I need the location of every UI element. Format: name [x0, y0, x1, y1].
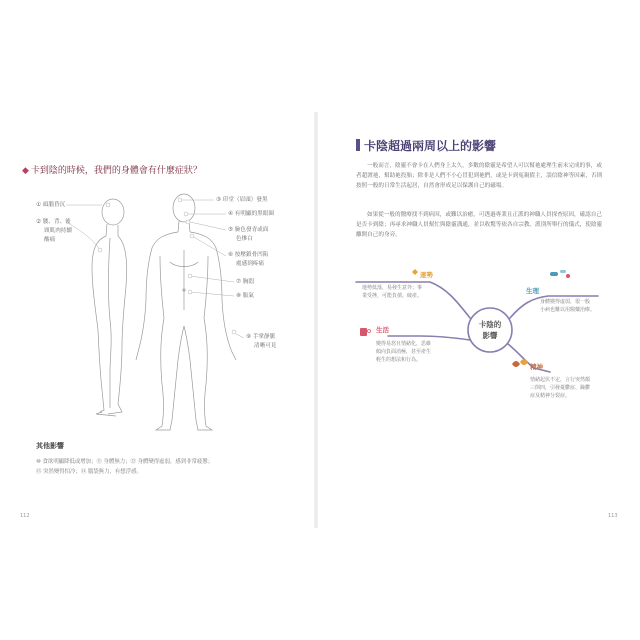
node-text-line: 身體變得虛弱，很一般: [540, 299, 591, 305]
other-effects-line: ⑩ 食欲明顯降低或增加；⑪ 身體無力；⑫ 身體變得虛弱，感到非常疲憊；: [36, 459, 214, 465]
page-number: 112: [20, 513, 30, 519]
mug-icon: [368, 330, 371, 333]
node-text-luck: [362, 284, 422, 300]
symptom-label: 清晰可見: [254, 343, 277, 349]
node-text-line: 運勢低落，易發生意外；事: [362, 285, 423, 291]
symptom-label: ⑨ 手掌靜脈: [246, 334, 276, 340]
node-label-luck: 運勢: [420, 271, 433, 279]
other-effects-line: ⑬ 突然變得怕冷；⑭ 腦袋無力，有想浮感。: [36, 469, 142, 475]
symptom-label: ⑧ 脹氣: [236, 293, 254, 299]
node-text-line: 症及精神分裂症。: [530, 393, 571, 399]
mindmap-center-label: [472, 319, 508, 341]
pill-icon: [550, 272, 558, 276]
pill-icon: [566, 274, 570, 278]
center-label-line: 卡陰的: [478, 320, 502, 329]
symptom-label: 色慘白: [236, 236, 253, 242]
node-text-line: 輕生的想法和行為。: [376, 357, 422, 363]
page-number: 113: [608, 513, 618, 519]
clover-icon: [412, 269, 418, 275]
symptom-label: 頸肌肉持續: [44, 228, 72, 234]
body-paragraph: 如果從一般的醫療找不到病因，或難以治癒，可透過專業且正派的神職人員探查原因，確認自己是否卡到陰；再尋求神職人員幫忙與陰靈溝通，並以收驚等依各自宗教、派別所舉行的儀式，使陰靈離開自己的身旁。: [356, 212, 603, 238]
node-text-life: [376, 340, 431, 364]
symptom-label: ③ 印堂（眉頭）發黑: [216, 197, 268, 203]
node-label-mind: 精神: [530, 363, 543, 371]
mask-icon: [512, 361, 520, 367]
symptom-label: ① 頭腦昏沉: [36, 202, 66, 208]
center-label-line: 影響: [482, 331, 498, 340]
symptom-label: ⑤ 臉色發青或面: [228, 227, 269, 233]
pill-icon: [560, 270, 566, 273]
symptom-label: 酸痛: [44, 237, 56, 243]
body-paragraph: 一般而言，陰靈不會卡在人們身上太久，多數的陰靈是希望人可以幫祂處理生前未完成的事，或者超渡祂，幫助祂投胎；除非是人們不小心冒犯到祂們，或是卡到冤親債主，誤信陰神等因素，否則按照一般的日常生活起居，自然會形成足以保護自己的磁場。: [356, 163, 603, 189]
symptom-label: ② 腰、背、後: [36, 219, 71, 225]
mask-icon: [520, 359, 528, 365]
right-page-title: 卡陰超過兩周以上的影響: [364, 139, 497, 153]
symptom-label: ⑥ 按壓鎖骨凹陷: [228, 252, 269, 258]
diamond-bullet-icon: ◆: [22, 166, 29, 176]
node-text-line: 小病也難以用醫藥治療。: [540, 307, 596, 313]
node-text-mind: [530, 376, 590, 400]
node-text-line: 傾向負面消極，甚至產生: [376, 349, 432, 355]
node-text-line: 業受挫，可能負債、破產。: [362, 293, 423, 299]
node-text-line: 三倒四，引發憂鬱症、躁鬱: [530, 385, 591, 391]
symptom-label: ④ 有明顯的黑眼圈: [228, 211, 274, 217]
node-text-body: [540, 298, 595, 314]
left-page-title: ◆ 卡到陰的時候，我們的身體會有什麼症狀？: [22, 166, 202, 176]
node-label-body: 生理: [526, 287, 539, 295]
node-text-line: 情緒起伏不定，言行突然顛: [530, 377, 591, 383]
node-label-life: 生活: [376, 326, 389, 334]
other-effects-title: 其他影響: [36, 442, 64, 450]
symptom-label: ⑦ 胸悶: [236, 279, 254, 285]
node-text-line: 變得易怒且情緒化，思維: [376, 341, 432, 347]
mug-icon: [360, 328, 367, 336]
symptom-label: 處感到疼痛: [236, 261, 264, 267]
mindmap-branch: [508, 344, 550, 372]
